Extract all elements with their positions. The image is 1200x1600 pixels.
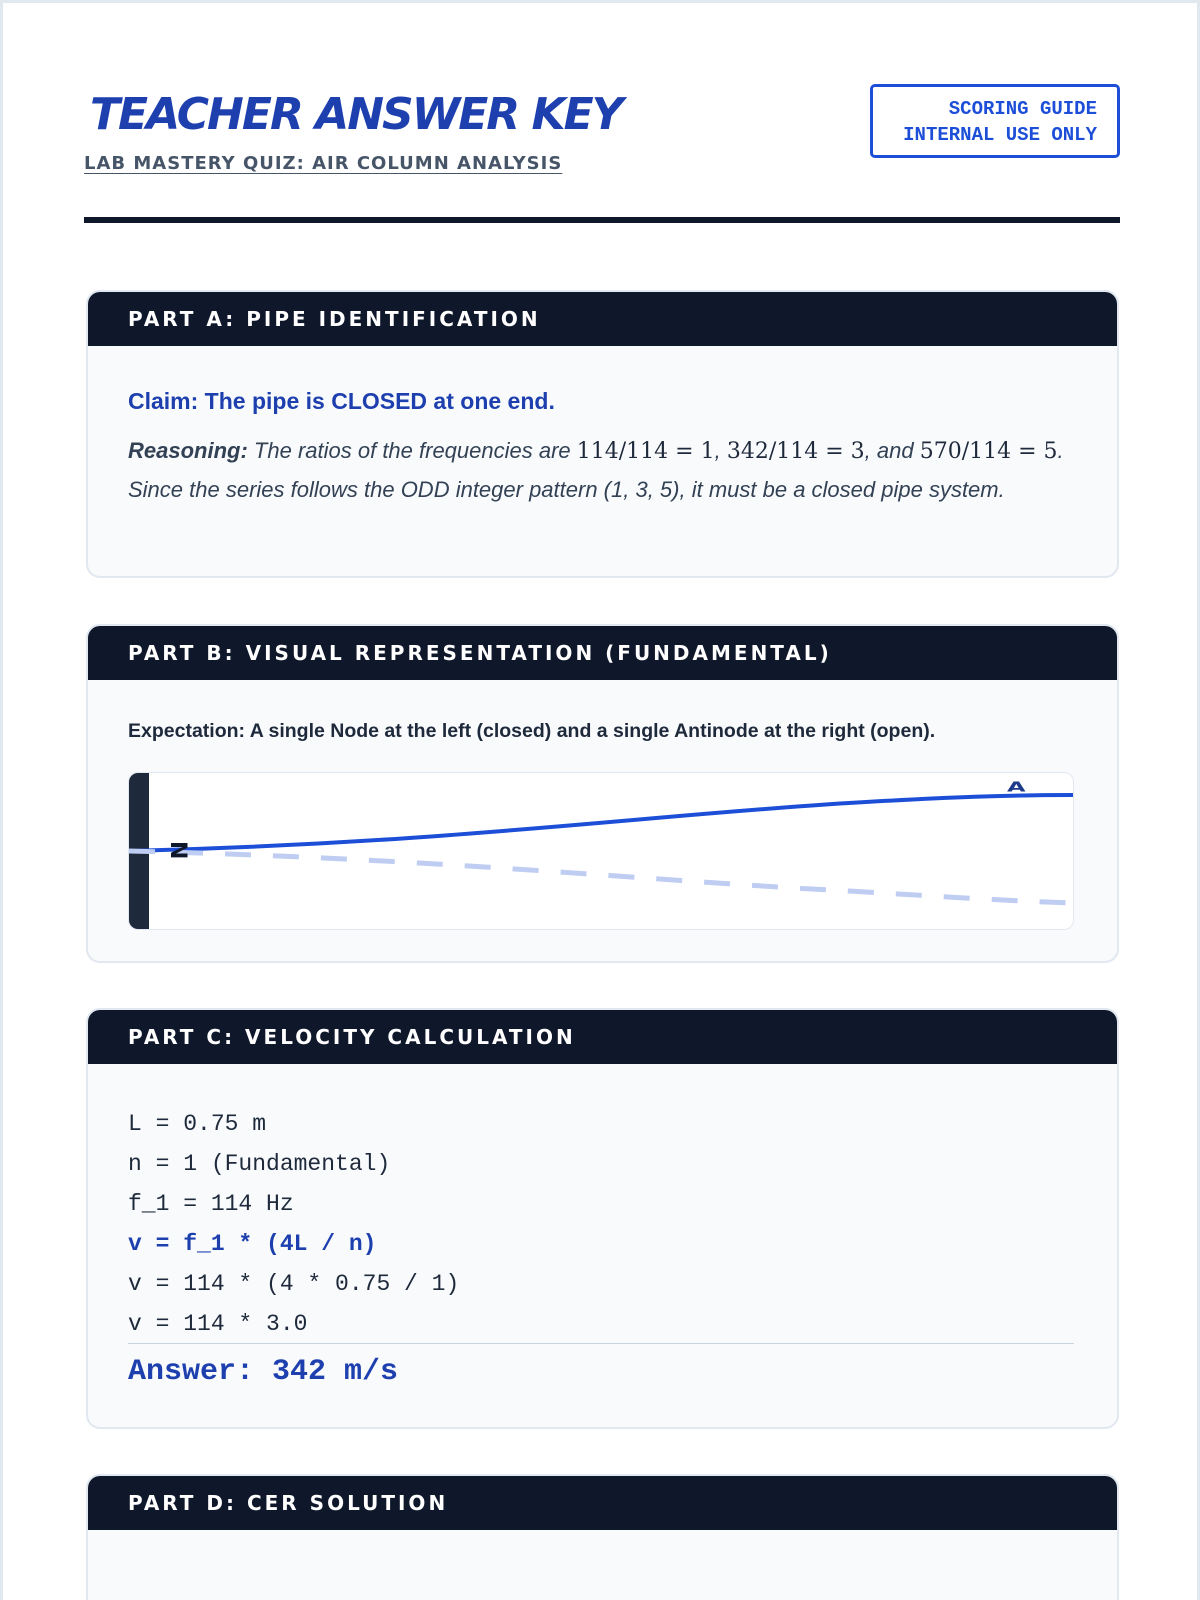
part-d-heading: PART D: CER SOLUTION bbox=[88, 1476, 1117, 1530]
calc-frequency: f_1 = 114 Hz bbox=[128, 1191, 294, 1217]
standing-wave-svg bbox=[129, 773, 1074, 930]
answer-divider bbox=[128, 1343, 1074, 1344]
page-subtitle: LAB MASTERY QUIZ: AIR COLUMN ANALYSIS bbox=[84, 153, 563, 174]
part-b-card bbox=[86, 624, 1119, 963]
standing-wave-diagram bbox=[128, 772, 1074, 930]
reasoning-text-2: and bbox=[876, 438, 914, 463]
reasoning-label: Reasoning: bbox=[128, 438, 248, 463]
reasoning-text-3: Since the series follows the ODD integer pattern (1, 3, 5), it must be a closed pipe system. bbox=[128, 477, 1005, 502]
node-label: N bbox=[165, 841, 190, 860]
calc-formula: v = f_1 * (4L / n) bbox=[128, 1231, 377, 1257]
page-title: TEACHER ANSWER KEY bbox=[90, 89, 622, 140]
answer-key-page bbox=[3, 3, 1197, 1600]
antinode-label: A bbox=[1007, 779, 1026, 796]
part-a-reasoning: Reasoning: The ratios of the frequencies are 114/114 = 1, 342/114 = 3, and 570/114 = 5. Since the series follows the ODD integer pattern (1, 3, 5), it must be a closed pipe system. bbox=[128, 438, 1064, 502]
part-a-heading: PART A: PIPE IDENTIFICATION bbox=[88, 292, 1117, 346]
calc-length: L = 0.75 m bbox=[128, 1111, 267, 1137]
wave-mirror-curve bbox=[129, 851, 1074, 903]
part-c-card bbox=[86, 1008, 1119, 1429]
stamp-line-2: INTERNAL USE ONLY bbox=[903, 124, 1097, 146]
part-b-heading: PART B: VISUAL REPRESENTATION (FUNDAMENTAL) bbox=[88, 626, 1117, 680]
stamp-line-1: SCORING GUIDE bbox=[948, 98, 1097, 120]
ratio-2: 342/114 = 3 bbox=[726, 439, 865, 464]
velocity-calculation bbox=[128, 1104, 459, 1344]
part-a-card bbox=[86, 290, 1119, 578]
calc-substitution: v = 114 * (4 * 0.75 / 1) bbox=[128, 1271, 460, 1297]
part-a-claim: Claim: The pipe is CLOSED at one end. bbox=[128, 388, 555, 414]
reasoning-text-1: The ratios of the frequencies are bbox=[253, 438, 571, 463]
calc-simplified: v = 114 * 3.0 bbox=[128, 1311, 308, 1337]
header-divider bbox=[84, 217, 1120, 223]
part-d-card bbox=[86, 1474, 1119, 1600]
part-c-heading: PART C: VELOCITY CALCULATION bbox=[88, 1010, 1117, 1064]
scoring-guide-stamp bbox=[870, 84, 1120, 158]
calc-harmonic: n = 1 (Fundamental) bbox=[128, 1151, 391, 1177]
part-b-expectation: Expectation: A single Node at the left (closed) and a single Antinode at the right (open). bbox=[128, 720, 936, 742]
velocity-answer: Answer: 342 m/s bbox=[128, 1355, 399, 1389]
wave-displacement-curve bbox=[129, 795, 1074, 851]
ratio-1: 114/114 = 1 bbox=[576, 439, 715, 464]
ratio-3: 570/114 = 5 bbox=[919, 439, 1058, 464]
